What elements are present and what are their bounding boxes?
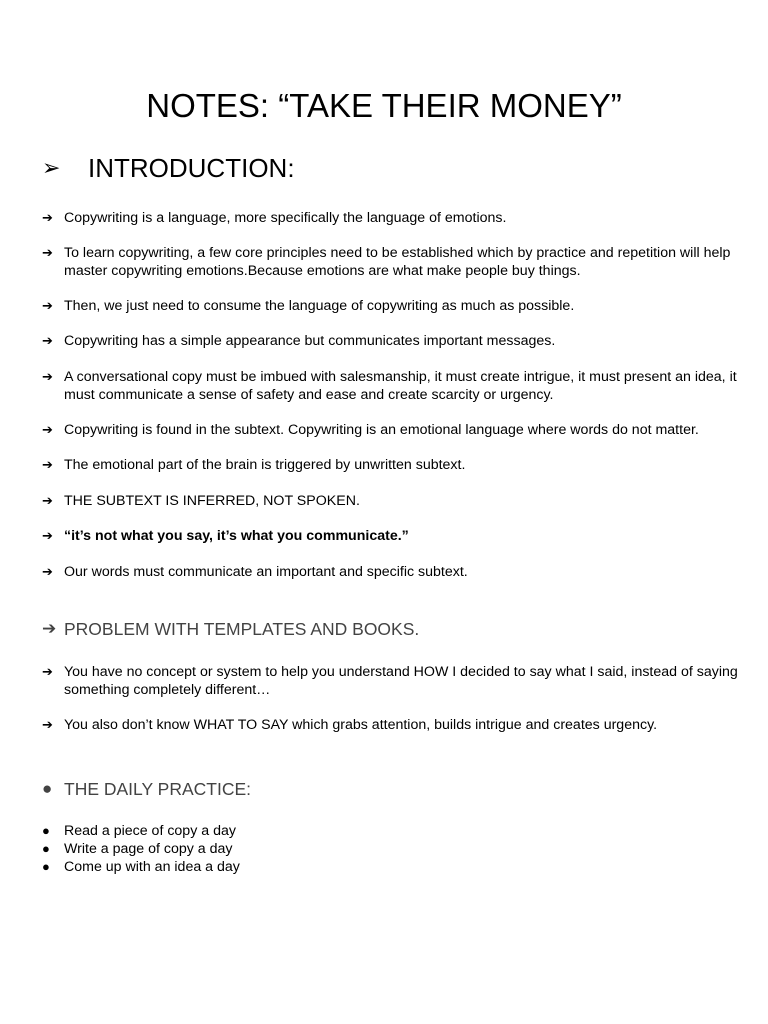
list-item: ➔ You also don’t know WHAT TO SAY which grabs attention, builds intrigue and creates urgency.	[42, 717, 658, 733]
arrow-bullet-icon: ➔	[42, 333, 53, 348]
list-item: ● Read a piece of copy a day	[42, 823, 236, 839]
arrow-bullet-icon: ➔	[42, 422, 53, 437]
arrow-bullet-icon: ➔	[42, 457, 53, 472]
list-item: ● Come up with an idea a day	[42, 859, 240, 875]
list-item: ➔ THE SUBTEXT IS INFERRED, NOT SPOKEN.	[42, 493, 360, 509]
daily-practice-heading	[42, 778, 251, 800]
arrow-bullet-icon: ➔	[42, 528, 53, 543]
arrow-bullet-icon: ➔	[42, 493, 53, 508]
arrow-bullet-icon: ➔	[42, 369, 53, 384]
problem-heading-label: PROBLEM WITH TEMPLATES AND BOOKS.	[64, 619, 420, 639]
daily-practice-list	[42, 822, 738, 876]
quote-list-item: ➔ “it’s not what you say, it’s what you communicate.”	[42, 528, 409, 544]
list-item: ➔ Copywriting is found in the subtext. Copywriting is an emotional language where words do not matter.	[42, 422, 699, 438]
list-item: ➔ Copywriting has a simple appearance but communicates important messages.	[42, 333, 556, 349]
introduction-heading-label: INTRODUCTION:	[88, 152, 295, 183]
list-item: ● Write a page of copy a day	[42, 841, 233, 857]
arrow-bullet-icon: ➔	[42, 619, 57, 638]
list-item: ➔ Then, we just need to consume the language of copywriting as much as possible.	[42, 298, 575, 314]
page-title: NOTES: “TAKE THEIR MONEY”	[146, 87, 622, 124]
list-item: ➔ Our words must communicate an important and specific subtext.	[42, 564, 468, 580]
arrow-bullet-icon: ➔	[42, 245, 53, 260]
dot-bullet-icon: ●	[42, 841, 50, 856]
dot-bullet-icon: ●	[42, 779, 53, 798]
arrow-bullet-icon: ➔	[42, 564, 53, 579]
list-item: ➔ Copywriting is a language, more specifically the language of emotions.	[42, 210, 507, 226]
list-item: ➔ A conversational copy must be imbued with salesmanship, it must create intrigue, it must present an idea, it must communicate a sense of safety and ease and create scarcity or urgency.	[42, 369, 737, 403]
dot-bullet-icon: ●	[42, 859, 50, 874]
arrow-bullet-icon: ➔	[42, 298, 53, 313]
list-item: ➔ The emotional part of the brain is triggered by unwritten subtext.	[42, 457, 466, 473]
arrow-bullet-icon: ➔	[42, 210, 53, 225]
dot-bullet-icon: ●	[42, 823, 50, 838]
introduction-heading	[42, 150, 295, 186]
arrow-bullet-icon: ➔	[42, 664, 53, 679]
list-item: ➔ To learn copywriting, a few core principles need to be established which by practice and repetition will help master copywriting emotions.Because emotions are what make people buy things.	[42, 245, 731, 279]
arrow-bullet-icon: ➔	[42, 717, 53, 732]
daily-practice-heading-label: THE DAILY PRACTICE:	[64, 779, 252, 799]
list-item: ➔ You have no concept or system to help you understand HOW I decided to say what I said, instead of saying something completely different…	[42, 664, 738, 698]
problem-heading	[42, 618, 419, 640]
arrowhead-bullet-icon: ➢	[42, 155, 61, 180]
